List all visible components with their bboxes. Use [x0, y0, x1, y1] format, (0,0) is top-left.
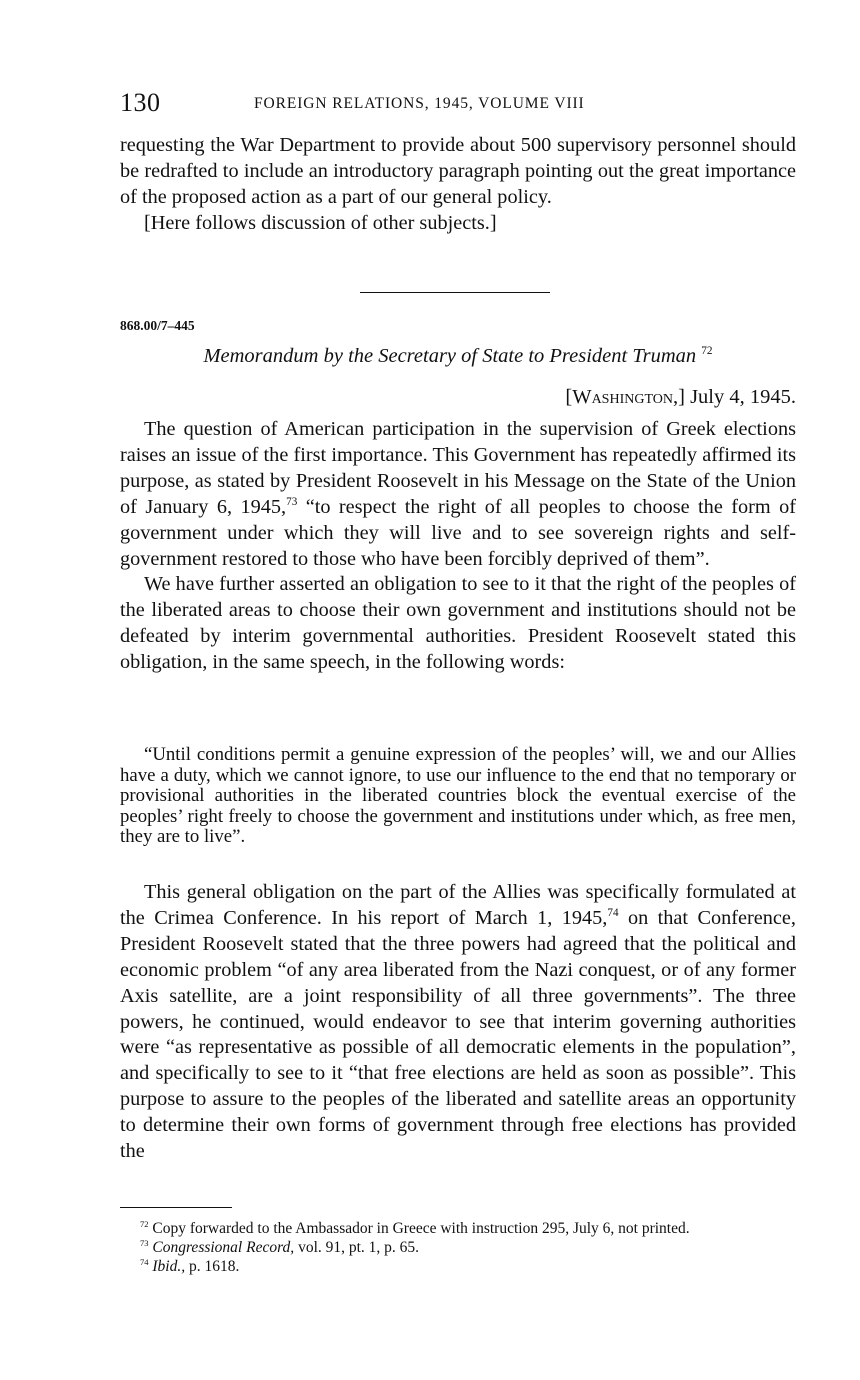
- footnote-ref-74: 74: [607, 907, 619, 920]
- footnote-73-mark: 73: [140, 1237, 149, 1248]
- footnote-74: [120, 1257, 796, 1276]
- memo-paragraph-3: [120, 880, 796, 1165]
- document-title: [120, 345, 796, 368]
- footnote-74-mark: 74: [140, 1256, 149, 1267]
- opening-paragraph: requesting the War Department to provide about 500 supervisory personnel should be redrafted to include an introductory paragraph pointing out the great importance of the proposed action as a part of our general policy.: [120, 134, 796, 208]
- title-footnote-ref: 72: [701, 345, 713, 358]
- footnote-73-text: vol. 91, pt. 1, p. 65.: [294, 1239, 420, 1256]
- memo-paragraph-1: [120, 417, 796, 572]
- paragraph-3-text-b: on that Conference, President Roosevelt stated that the three powers had agreed that the political and economic problem “of any area liberated from the Nazi conquest, or of any former Axis satellite, are a joint responsibility of all three governments”. The three powers, he continued, would endeavor to see that interim governing authorities were “as representative as possible of all democratic elements in the population”, and specifically to see to it “that free elections are held as soon as possible”. This purpose to assure to the peoples of the liberated and satellite areas an opportunity to determine their own forms of government through free elections has provided the: [120, 906, 796, 1163]
- footnote-74-source: Ibid.,: [152, 1258, 186, 1275]
- file-number: 868.00/7–445: [120, 318, 195, 333]
- bracket-note: [Here follows discussion of other subjects.]: [144, 211, 497, 234]
- footnote-rule: [120, 1207, 232, 1208]
- footnote-ref-73: 73: [286, 495, 298, 508]
- memo-paragraph-2: We have further asserted an obligation to see to it that the right of the peoples of the liberated areas to choose their own government and institutions should not be defeated by interim governmental authorities. President Roosevelt stated this obligation, in the same speech, in the following words:: [120, 573, 796, 674]
- footnote-73: [120, 1238, 796, 1257]
- footnote-72: [120, 1219, 796, 1238]
- footnotes: [120, 1219, 796, 1276]
- footnote-72-mark: 72: [140, 1218, 149, 1229]
- footnote-73-source: Congressional Record,: [152, 1239, 295, 1256]
- page-header: [120, 88, 796, 122]
- opening-text: [120, 133, 796, 237]
- memo-body-bottom: [120, 880, 796, 1165]
- paragraph-3-text-a: This general obligation on the part of the Allies was specifically formulated at the Crimea Conference. In his report of March 1, 1945,: [120, 881, 796, 929]
- dateline: [565, 386, 796, 409]
- dateline-place: [Washington,]: [565, 386, 685, 408]
- document-title-text: Memorandum by the Secretary of State to President Truman: [203, 345, 697, 367]
- footnote-72-text: Copy forwarded to the Ambassador in Greece with instruction 295, July 6, not printed.: [152, 1220, 690, 1237]
- memo-body-top: [120, 417, 796, 676]
- page-number: 130: [120, 88, 161, 117]
- paragraph-1-text-b: “to respect the right of all peoples to choose the form of government under which they will live and to see sovereign rights and self-government restored to those who have been forcibly deprived of them”.: [120, 495, 797, 570]
- section-divider: [360, 292, 550, 293]
- dateline-date: July 4, 1945.: [690, 386, 796, 408]
- running-head: FOREIGN RELATIONS, 1945, VOLUME VIII: [254, 95, 585, 112]
- paragraph-1-text-a: The question of American participation in the supervision of Greek elections raises an issue of the first importance. This Government has repeatedly affirmed its purpose, as stated by President Roosevelt in his Message on the State of the Union of January 6, 1945,: [120, 418, 796, 518]
- block-quote: “Until conditions permit a genuine expression of the peoples’ will, we and our Allies have a duty, which we cannot ignore, to use our influence to the end that no temporary or provisional authorities in the liberated countries block the eventual exercise of the peoples’ right freely to choose the government and institutions under which, as free men, they are to live”.: [120, 744, 796, 847]
- footnote-74-text: p. 1618.: [185, 1258, 240, 1275]
